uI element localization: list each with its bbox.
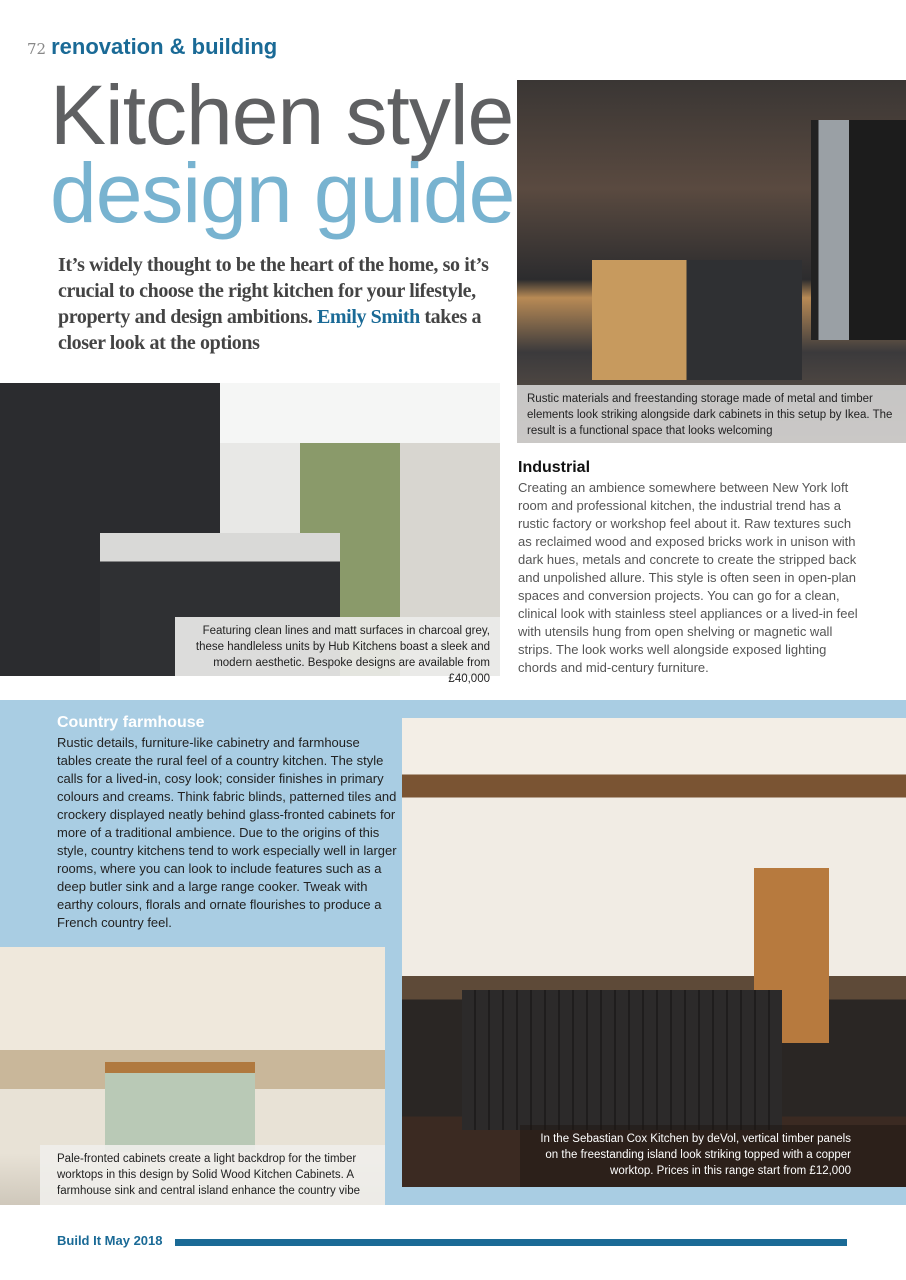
standfirst (58, 252, 510, 356)
country-section (57, 714, 397, 932)
industrial-heading: Industrial (518, 459, 591, 476)
industrial-section (518, 459, 858, 677)
devol-photo-caption: In the Sebastian Cox Kitchen by deVol, vertical timber panels on the freestanding island look striking topped with a copper worktop. Prices in this range start from £12,000 (520, 1125, 906, 1187)
issue-date: May 2018 (104, 1233, 163, 1248)
magazine-name: Build It (57, 1233, 102, 1248)
modern-photo-caption: Featuring clean lines and matt surfaces in charcoal grey, these handleless units by Hub Kitchens boast a sleek and modern aesthetic. Bespoke designs are available from £40,000 (175, 617, 500, 676)
industrial-photo-caption: Rustic materials and freestanding storage made of metal and timber elements look striking alongside dark cabinets in this setup by Ikea. The result is a functional space that looks welcoming (517, 385, 906, 443)
country-heading: Country farmhouse (57, 714, 205, 731)
title-line-2: design guide (50, 146, 515, 240)
section-title: renovation & building (51, 34, 278, 59)
farmhouse-photo-caption: Pale-fronted cabinets create a light backdrop for the timber worktops in this design by Solid Wood Kitchen Cabinets. A farmhouse sink and central island enhance the country vibe (40, 1145, 385, 1205)
standfirst-tail: takes a closer look at the options (58, 306, 482, 354)
devol-kitchen-photo (402, 718, 906, 1187)
country-body: Rustic details, furniture-like cabinetry and farmhouse tables create the rural feel of a country kitchen. The style calls for a lived-in, cosy look; consider finishes in primary colours and creams. Think fabric blinds, patterned tiles and crockery displayed neatly behind glass-fronted cabinets for more of a traditional ambience. Due to the origins of this style, country kitchens tend to work especially well in larger rooms, where you can look to include features such as a deep butler sink and a large range cooker. Tweak with earthy colours, florals and ornate flourishes to produce a French country feel. (57, 735, 397, 930)
footer-rule (175, 1239, 847, 1246)
page-number: 72 (27, 40, 47, 58)
industrial-body: Creating an ambience somewhere between New York loft room and professional kitchen, the industrial trend has a rustic factory or workshop feel about it. Raw textures such as reclaimed wood and exposed bricks work in unison with dark hues, metals and concrete to create the stripped back and unpolished allure. This style is often seen in open-plan spaces and conversion projects. You can go for a clean, clinical look with stainless steel appliances or a lived-in feel with utensils hung from open shelving or magnetic wall strips. The look works well alongside exposed lighting chords and mid-century furniture. (518, 480, 858, 675)
title-line-1: Kitchen style (50, 68, 514, 162)
standfirst-text: It’s widely thought to be the heart of the home, so it’s crucial to choose the right kitchen for your lifestyle, property and design ambitions. (58, 254, 489, 328)
page-header (27, 34, 277, 60)
author-name: Emily Smith (316, 306, 420, 328)
footer (57, 1233, 163, 1248)
